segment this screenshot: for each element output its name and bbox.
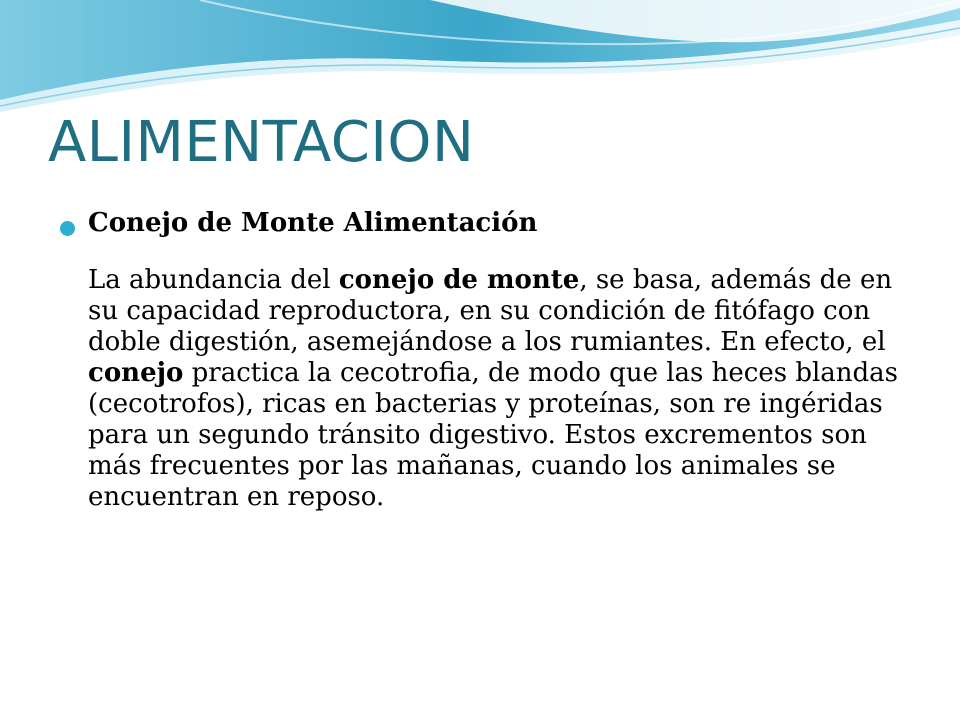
paragraph-text-3: practica la cecotrofia, de modo que las heces blandas (cecotrofos), ricas en bacterias y proteínas, son re ingéridas para un segundo tránsito digestivo. Estos excrementos son más frecuentes por las mañanas, cuando los animales se encuentran en reposo.	[88, 358, 899, 512]
paragraph-text-2: , se basa, además de en su capacidad reproductora, en su condición de fitófago con doble digestión, asemejándose a los rumiantes. En efecto, el	[88, 265, 893, 357]
bullet-dot-icon	[60, 221, 75, 236]
bullet-heading: Conejo de Monte Alimentación	[88, 208, 538, 238]
paragraph-text-1: La abundancia del	[88, 265, 339, 295]
bullet-item	[88, 208, 920, 513]
bullet-list	[60, 208, 920, 513]
paragraph-bold-1: conejo de monte	[338, 265, 580, 295]
decorative-wave-header	[0, 0, 960, 120]
slide-title: ALIMENTACION	[48, 110, 475, 175]
paragraph-bold-2: conejo	[88, 358, 184, 388]
bullet-paragraph	[88, 265, 920, 513]
